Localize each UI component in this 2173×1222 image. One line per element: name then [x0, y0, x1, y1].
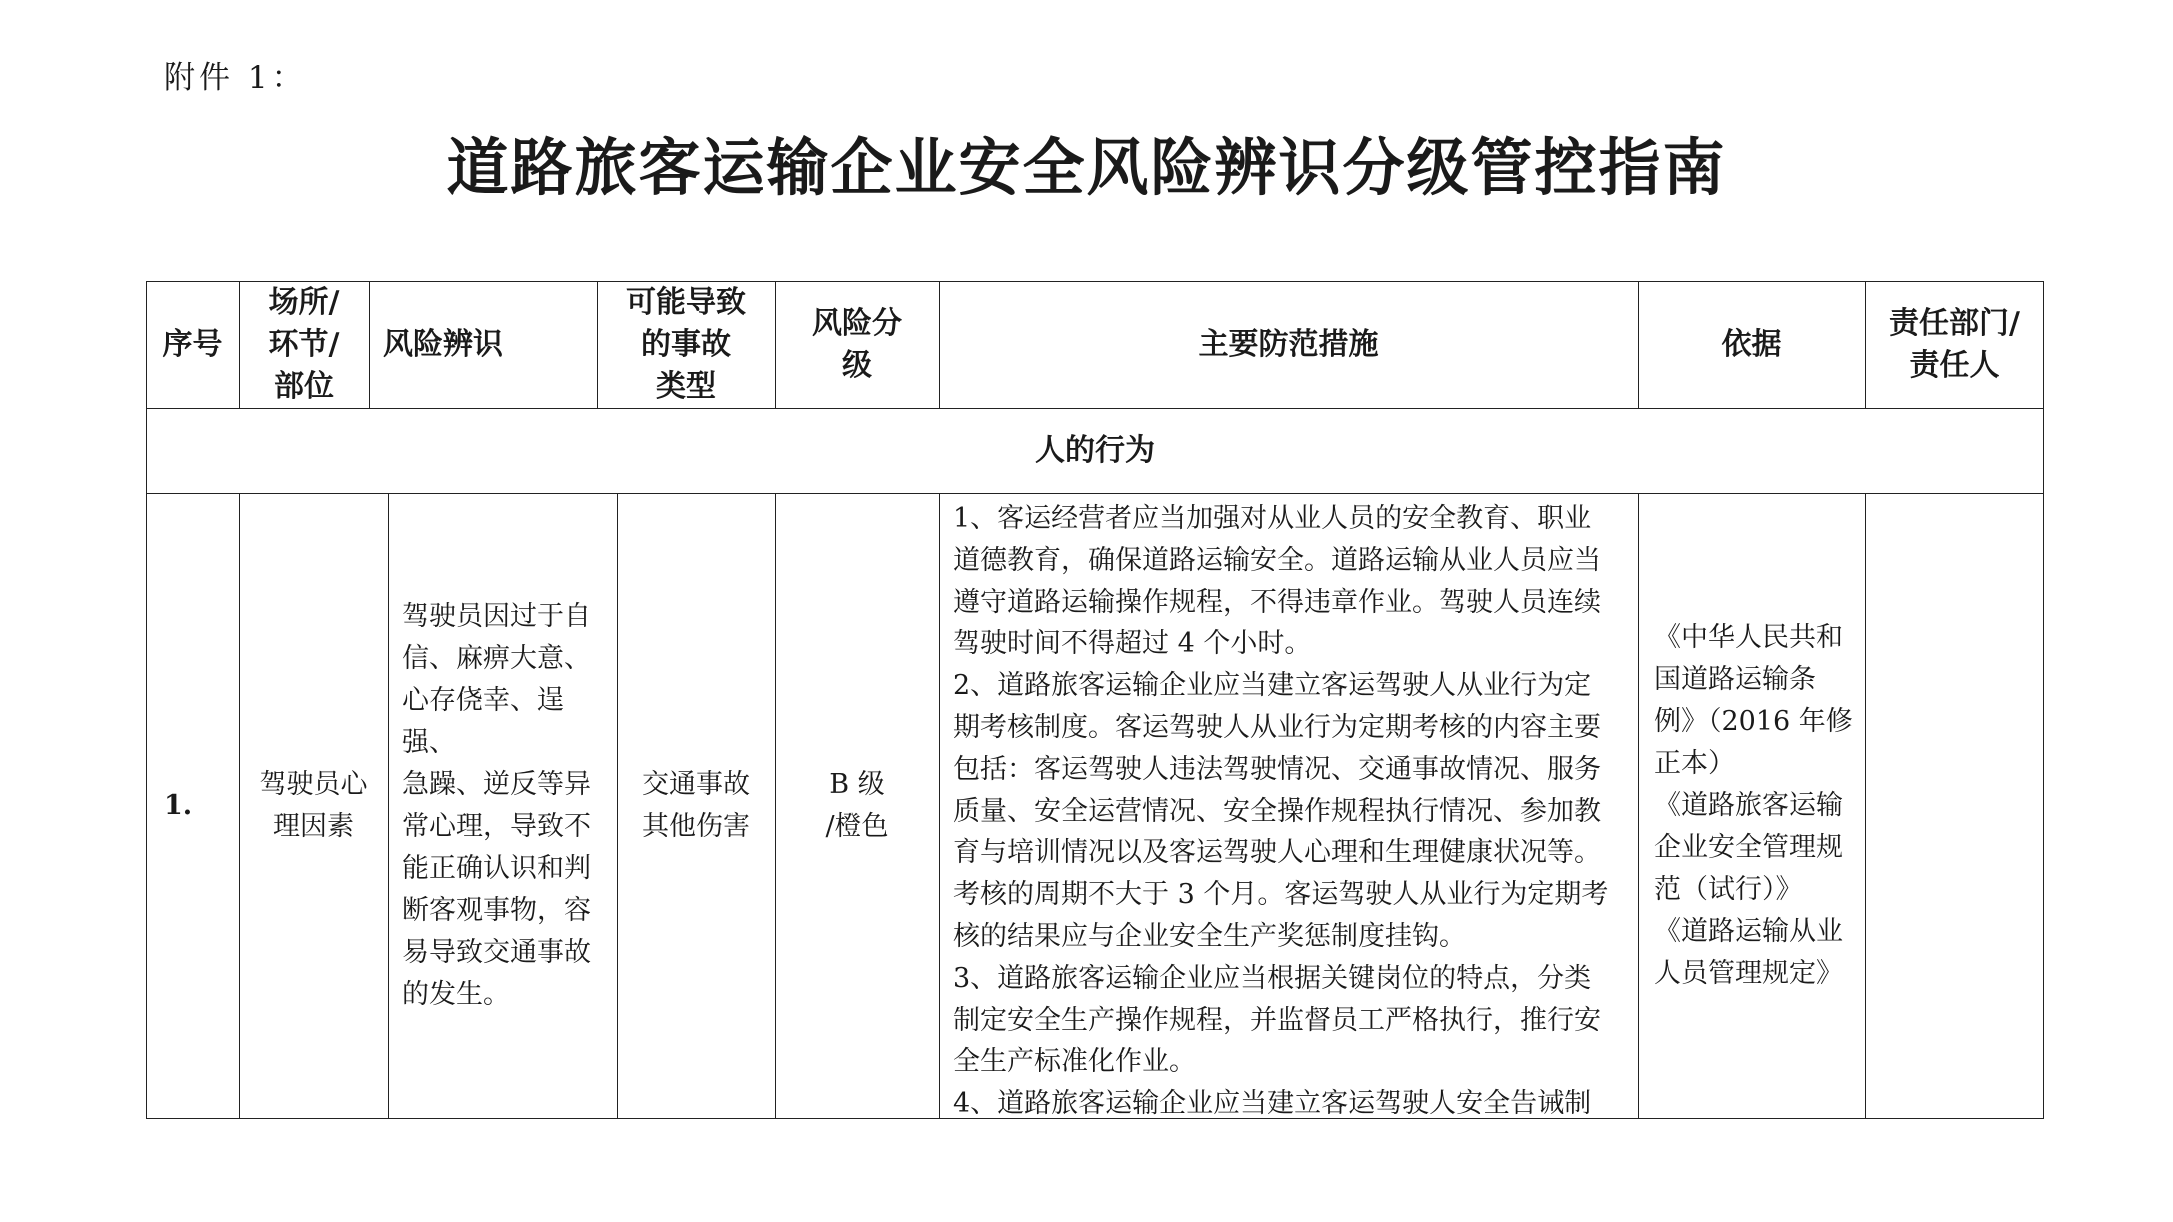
document-title: 道路旅客运输企业安全风险辨识分级管控指南	[446, 131, 1727, 204]
row-number: 1.	[164, 790, 193, 821]
row-accident-type: 交通事故 其他伤害	[642, 769, 750, 842]
row-prevention-measures: 1、客运经营者应当加强对从业人员的安全教育、职业 道德教育，确保道路运输安全。道路运输从业人员应当 遵守道路运输操作规程，不得违章作业。驾驶人员连续 驾驶时间不得超过 4 个小时。 2、道路旅客运输企业应当建立客运驾驶人从业行为定 期考核制度。客运驾驶人从业行为定期考核的内容主要 包括：客运驾驶人违法驾驶情况、交通事故情况、服务 质量、安全运营情况、安全操作规程执行情况、参加教 育与培训情况以及客运驾驶人心理和生理健康状况等。 考核的周期不大于 3 个月。客运驾驶人从业行为定期考 核的结果应与企业安全生产奖惩制度挂钩。 3、道路旅客运输企业应当根据关键岗位的特点，分类 制定安全生产操作规程，并监督员工严格执行，推行安 全生产标准化作业。 4、道路旅客运输企业应当建立客运驾驶人安全告诫制	[953, 503, 1609, 1119]
row-risk-identification: 驾驶员因过于自 信、麻痹大意、 心存侥幸、逞强、 急躁、逆反等异 常心理，导致不 能正确认识和判 断客观事物，容 易导致交通事故 的发生。	[402, 601, 591, 1010]
attachment-label: 附件 1：	[164, 60, 307, 96]
row-risk-level: B 级 /橙色	[825, 769, 889, 842]
header-no: 序号	[162, 326, 223, 362]
header-responsible: 责任部门/ 责任人	[1889, 305, 2020, 383]
row-responsible	[1865, 493, 2044, 1119]
header-risk: 风险辨识	[383, 326, 503, 362]
row-location: 驾驶员心 理因素	[259, 769, 368, 842]
section-title: 人的行为	[1035, 432, 1155, 468]
risk-table	[146, 281, 2044, 1119]
header-location: 场所/ 环节/ 部位	[268, 284, 340, 404]
row-basis: 《中华人民共和 国道路运输条 例》（2016 年修 正本） 《道路旅客运输 企业安全管理规 范（试行）》 《道路运输从业 人员管理规定》	[1654, 622, 1853, 989]
header-accident-type: 可能导致 的事故 类型	[626, 284, 746, 404]
header-risk-level: 风险分 级	[812, 305, 902, 383]
header-basis: 依据	[1721, 326, 1782, 362]
header-measures: 主要防范措施	[1198, 326, 1379, 362]
